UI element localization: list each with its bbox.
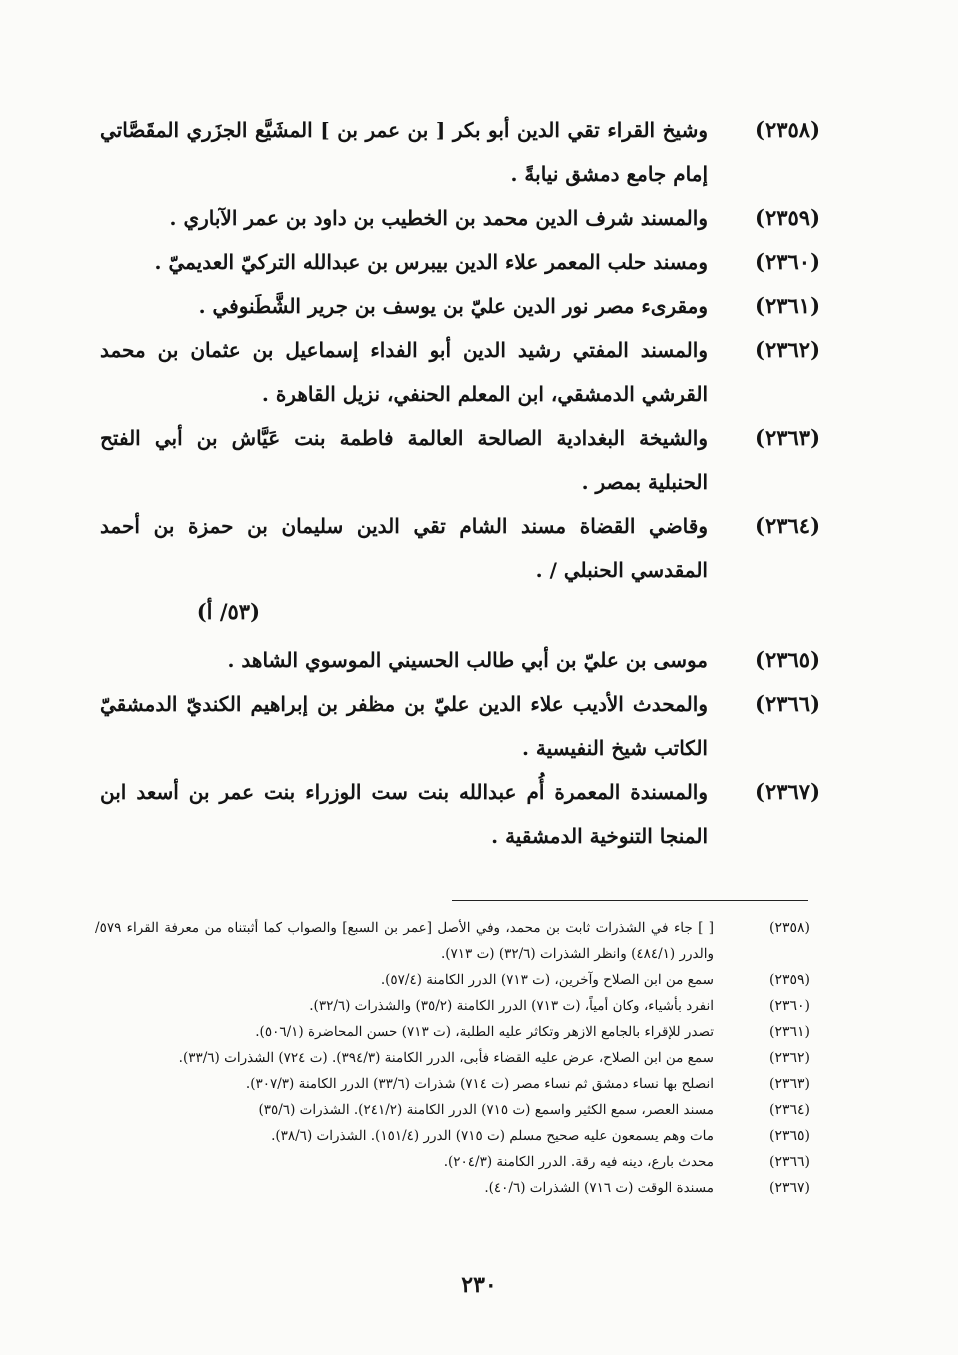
footnote-text: سمع من ابن الصلاح وآخرين، (ت ٧١٣) الدرر الكامنة (٥٧/٤). [380, 972, 714, 988]
footnote [95, 967, 810, 993]
footnote-text: مات وهم يسمعون عليه صحيح مسلم (ت ٧١٥) الدرر (١٥١/٤). الشذرات (٣٨/٦). [271, 1128, 714, 1144]
footnote [95, 1175, 810, 1201]
entry-text: والمحدث الأديب علاء الدين عليّ بن مظفر بن إبراهيم الكنديّ الدمشقيّ الكاتب شيخ النفيسية . [100, 692, 708, 760]
entry-number: (٢٣٥٨) [755, 117, 820, 142]
footnote-text: محدث بارع، دينه فيه رقة. الدرر الكامنة (٢٠٤/٣). [443, 1154, 714, 1170]
footnote [95, 993, 810, 1019]
footnote-number: (٢٣٦٣) [768, 1076, 810, 1092]
footnote [95, 1045, 810, 1071]
entry-number: (٢٣٦٧) [755, 779, 820, 804]
footnote-number: (٢٣٦٤) [768, 1102, 810, 1118]
entry-text: وقاضي القضاة مسند الشام تقي الدين سليمان بن حمزة بن أحمد المقدسي الحنبلي / . [100, 514, 708, 582]
footnote-text: مسندة الوقت (ت ٧١٦) الشذرات (٤٠/٦). [484, 1180, 714, 1196]
entry-number: (٢٣٦٦) [755, 691, 820, 716]
footnote [95, 1019, 810, 1045]
page-number: ٢٣٠ [461, 1272, 497, 1298]
entry-number: (٢٣٦٢) [755, 337, 820, 362]
footnote-text: مسند العصر، سمع الكثير واسمع (ت ٧١٥) الدرر الكامنة (٢٤١/٢). الشذرات (٣٥/٦) [258, 1102, 714, 1118]
entry-text: موسى بن عليّ بن أبي طالب الحسيني الموسوي الشاهد . [227, 648, 708, 672]
footnote-number: (٢٣٦١) [768, 1024, 810, 1040]
entry-text: والمسندة المعمرة أُم عبدالله بنت ست الوزراء بنت عمر بن أسعد ابن المنجا التنوخية الدمشقية . [100, 780, 708, 848]
footnote-number: (٢٣٦٥) [768, 1128, 810, 1144]
entry-text: والمسند المفتي رشيد الدين أبو الفداء إسماعيل بن عثمان بن محمد القرشي الدمشقي، ابن المعلم الحنفي، نزيل القاهرة . [100, 338, 708, 406]
footnote-text: انفرد بأشياء، وكان أمياً، (ت ٧١٣) الدرر الكامنة (٣٥/٢) والشذرات (٣٢/٦). [309, 998, 714, 1014]
footnote-number: (٢٣٦٢) [768, 1050, 810, 1066]
footnote-text: سمع من ابن الصلاح، عرض عليه القضاء فأبى، الدرر الكامنة (٣٩٤/٣). (ت ٧٢٤) الشذرات (٣٣/٦). [178, 1050, 714, 1066]
main-text [100, 108, 820, 858]
entry-text: وشيخ القراء تقي الدين أبو بكر [ بن عمر بن ] المشَيَّع الجزَري المقَصَّاتي إمام جامع دمشق نيابةً . [100, 118, 708, 186]
footnote-number: (٢٣٥٨) [768, 920, 810, 936]
entry-number: (٢٣٦٣) [755, 425, 820, 450]
footnote [95, 1123, 810, 1149]
footnote-number: (٢٣٦٧) [768, 1180, 810, 1196]
entry [100, 682, 820, 770]
entry [100, 770, 820, 858]
entry-text: والشيخة البغدادية الصالحة العالمة فاطمة بنت عَيَّاش بن أبي الفتح الحنبلية بمصر . [100, 426, 708, 494]
footnote-number: (٢٣٦٦) [768, 1154, 810, 1170]
footnote [95, 1071, 810, 1097]
footnote-text: تصدر للإقراء بالجامع الازهر وتكاثر عليه الطلبة، (ت ٧١٣) حسن المحاضرة (٥٠٦/١). [255, 1024, 714, 1040]
entry [100, 328, 820, 416]
entry [100, 504, 820, 592]
footnote-text: انصلح بها نساء دمشق ثم نساء مصر (ت ٧١٤) شذرات (٣٣/٦) الدرر الكامنة (٣٠٧/٣). [245, 1076, 714, 1092]
entry-text: ومسند حلب المعمر علاء الدين بيبرس بن عبدالله التركيّ العديميّ . [154, 250, 708, 274]
entry [100, 240, 820, 284]
entry [100, 284, 820, 328]
entry-text: والمسند شرف الدين محمد بن الخطيب بن داود بن عمر الآباري . [169, 206, 708, 230]
entry [100, 416, 820, 504]
entry [100, 108, 820, 196]
footnotes [95, 915, 810, 1201]
footnote [95, 915, 810, 967]
footnote-number: (٢٣٥٩) [768, 972, 810, 988]
entry-number: (٢٣٦٥) [755, 647, 820, 672]
entry [100, 638, 820, 682]
footnote-text: [ ] جاء في الشذرات ثابت بن محمد، وفي الأصل [عمر بن السبع] والصواب كما أثبتناه من معرفة القراء ٥٧٩/ والدرر (٤٨٤/١) وانظر الشذرات (٣٢/٦) (ت ٧١٣). [95, 920, 714, 962]
entry-number: (٢٣٥٩) [755, 205, 820, 230]
footnote [95, 1149, 810, 1175]
entry-number: (٢٣٦١) [755, 293, 820, 318]
footnote [95, 1097, 810, 1123]
entry-number: (٢٣٦٤) [755, 513, 820, 538]
entry-text: ومقرىء مصر نور الدين عليّ بن يوسف بن جرير الشَّطَنوفي . [198, 294, 708, 318]
folio-marker: (٥٣/ أ) [196, 599, 260, 624]
footnote-divider [452, 900, 808, 901]
footnote-number: (٢٣٦٠) [768, 998, 810, 1014]
entry-number: (٢٣٦٠) [755, 249, 820, 274]
entry [100, 196, 820, 240]
